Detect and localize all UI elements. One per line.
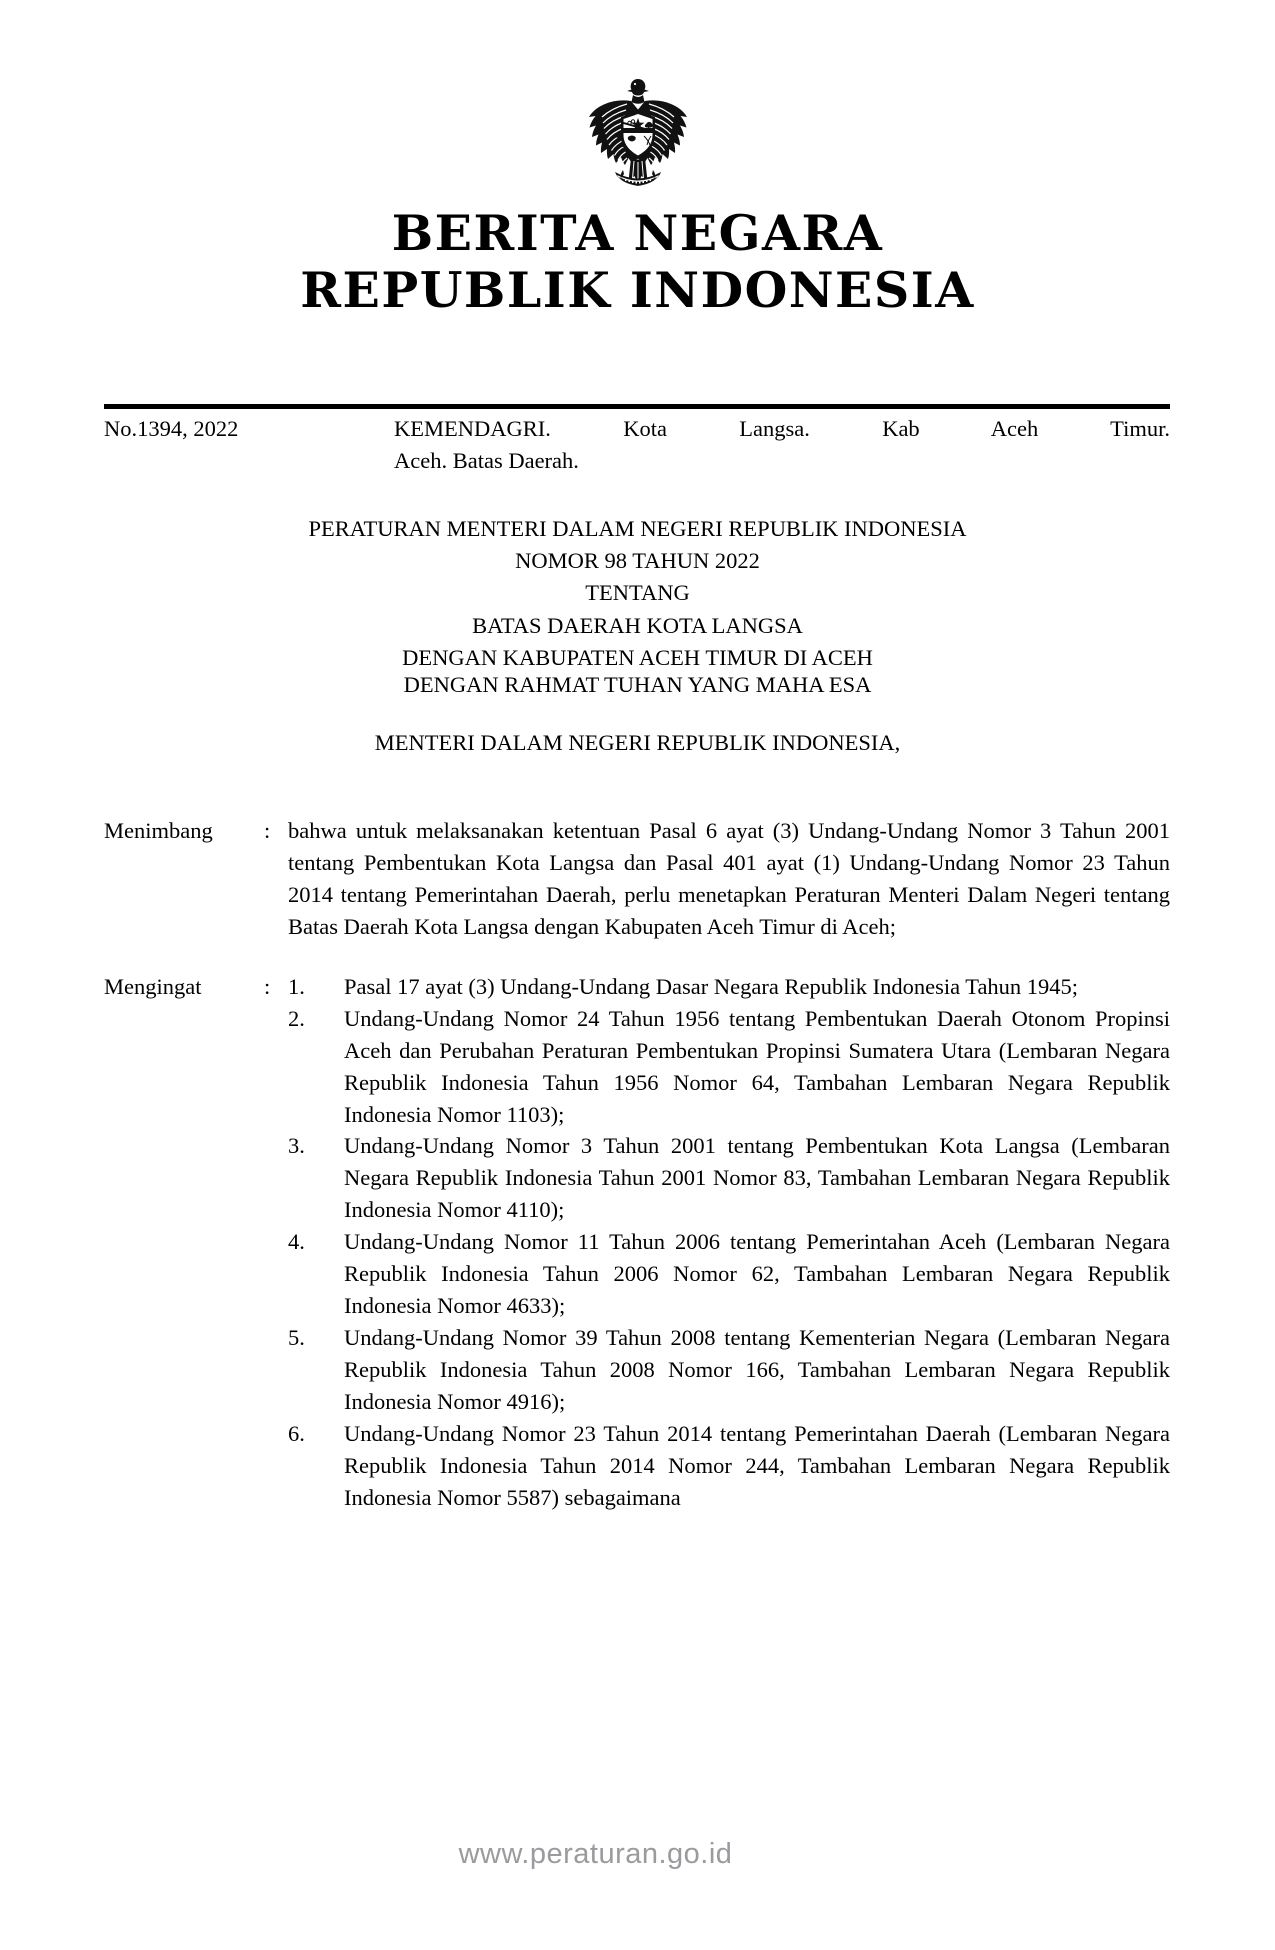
list-item bbox=[288, 1418, 1170, 1514]
masthead-title-line-2: REPUBLIK INDONESIA bbox=[300, 260, 975, 319]
recalling-label: Mengingat bbox=[104, 973, 202, 999]
considering-content bbox=[288, 815, 1170, 943]
recalling-colon: : bbox=[264, 973, 271, 999]
list-item bbox=[288, 1003, 1170, 1131]
list-item bbox=[288, 1322, 1170, 1418]
regulation-title-block bbox=[0, 513, 1275, 674]
list-item bbox=[288, 1226, 1170, 1322]
considering-text: bahwa untuk melaksanakan ketentuan Pasal 6 ayat (3) Undang-Undang Nomor 3 Tahun 2001 tentang Pembentukan Kota Langsa dan Pasal 401 ayat (1) Undang-Undang Nomor 23 Tahun 2014 tentang Pemerintahan Daerah, perlu menetapkan Peraturan Menteri Dalam Negeri tentang Batas Daerah Kota Langsa dengan Kabupaten Aceh Timur di Aceh; bbox=[288, 818, 1170, 939]
regulation-about-label: TENTANG bbox=[585, 580, 690, 606]
list-item-number: 5. bbox=[288, 1325, 305, 1351]
list-item-number: 2. bbox=[288, 1005, 305, 1031]
regulation-title-line-1: PERATURAN MENTERI DALAM NEGERI REPUBLIK INDONESIA bbox=[308, 516, 967, 541]
list-item-number: 3. bbox=[288, 1133, 305, 1159]
gazette-info-line bbox=[104, 413, 1170, 477]
recalling-content bbox=[288, 971, 1170, 1514]
list-item-text: Undang-Undang Nomor 39 Tahun 2008 tentang Kementerian Negara (Lembaran Negara Republik Indonesia Tahun 2008 Nomor 166, Tambahan Lembaran Negara Republik Indonesia Nomor 4916); bbox=[344, 1325, 1170, 1414]
page-footer bbox=[0, 1838, 1275, 1871]
list-item-text: Undang-Undang Nomor 24 Tahun 1956 tentang Pembentukan Daerah Otonom Propinsi Aceh dan Perubahan Peraturan Pembentukan Propinsi Sumatera Utara (Lembaran Negara Republik Indonesia Tahun 1956 Nomor 64, Tambahan Lembaran Negara Republik Indonesia Nomor 1103); bbox=[344, 1005, 1170, 1127]
source-url-text: www.peraturan.go.id bbox=[458, 1838, 733, 1870]
list-item bbox=[288, 1130, 1170, 1226]
regulation-number-line: NOMOR 98 TAHUN 2022 bbox=[515, 548, 760, 574]
subject-keywords-line-2: Aceh. Batas Daerah. bbox=[394, 447, 579, 473]
recalling-clause bbox=[104, 971, 1170, 1514]
list-item-text: Undang-Undang Nomor 3 Tahun 2001 tentang Pembentukan Kota Langsa (Lembaran Negara Republik Indonesia Tahun 2001 Nomor 83, Tambahan Lembaran Negara Republik Indonesia Nomor 4110); bbox=[344, 1133, 1170, 1223]
invocation-line: DENGAN RAHMAT TUHAN YANG MAHA ESA bbox=[403, 672, 872, 697]
list-item-number: 4. bbox=[288, 1229, 305, 1255]
regulation-subject-line-1: BATAS DAERAH KOTA LANGSA bbox=[472, 612, 803, 638]
issuer-line: MENTERI DALAM NEGERI REPUBLIK INDONESIA, bbox=[374, 730, 901, 755]
regulation-subject-line-2: DENGAN KABUPATEN ACEH TIMUR DI ACEH bbox=[402, 644, 873, 670]
emblem-container bbox=[0, 72, 1275, 209]
considering-colon: : bbox=[264, 818, 271, 843]
recalling-list bbox=[288, 971, 1170, 1514]
subject-keywords bbox=[394, 413, 1170, 477]
list-item-text: Undang-Undang Nomor 23 Tahun 2014 tentang Pemerintahan Daerah (Lembaran Negara Republik Indonesia Tahun 2014 Nomor 244, Tambahan Lembaran Negara Republik Indonesia Nomor 5587) sebagaimana bbox=[344, 1420, 1170, 1510]
list-item-number: 1. bbox=[288, 973, 305, 999]
list-item-number: 6. bbox=[288, 1420, 305, 1446]
masthead-divider bbox=[104, 404, 1170, 409]
list-item-text: Undang-Undang Nomor 11 Tahun 2006 tentang Pemerintahan Aceh (Lembaran Negara Republik Indonesia Tahun 2006 Nomor 62, Tambahan Lembaran Negara Republik Indonesia Nomor 4633); bbox=[344, 1229, 1170, 1319]
clauses-container bbox=[104, 815, 1170, 1514]
masthead-title-line-1: BERITA NEGARA bbox=[391, 204, 884, 262]
list-item-text: Pasal 17 ayat (3) Undang-Undang Dasar Negara Republik Indonesia Tahun 1945; bbox=[344, 973, 1079, 999]
considering-label: Menimbang bbox=[104, 818, 213, 843]
considering-clause bbox=[104, 815, 1170, 943]
masthead bbox=[0, 206, 1275, 318]
garuda-pancasila-emblem bbox=[563, 72, 713, 204]
subject-keywords-line-1: KEMENDAGRI. Kota Langsa. Kab Aceh Timur. bbox=[394, 416, 1170, 441]
gazette-number: No.1394, 2022 bbox=[104, 416, 239, 441]
list-item bbox=[288, 971, 1170, 1003]
